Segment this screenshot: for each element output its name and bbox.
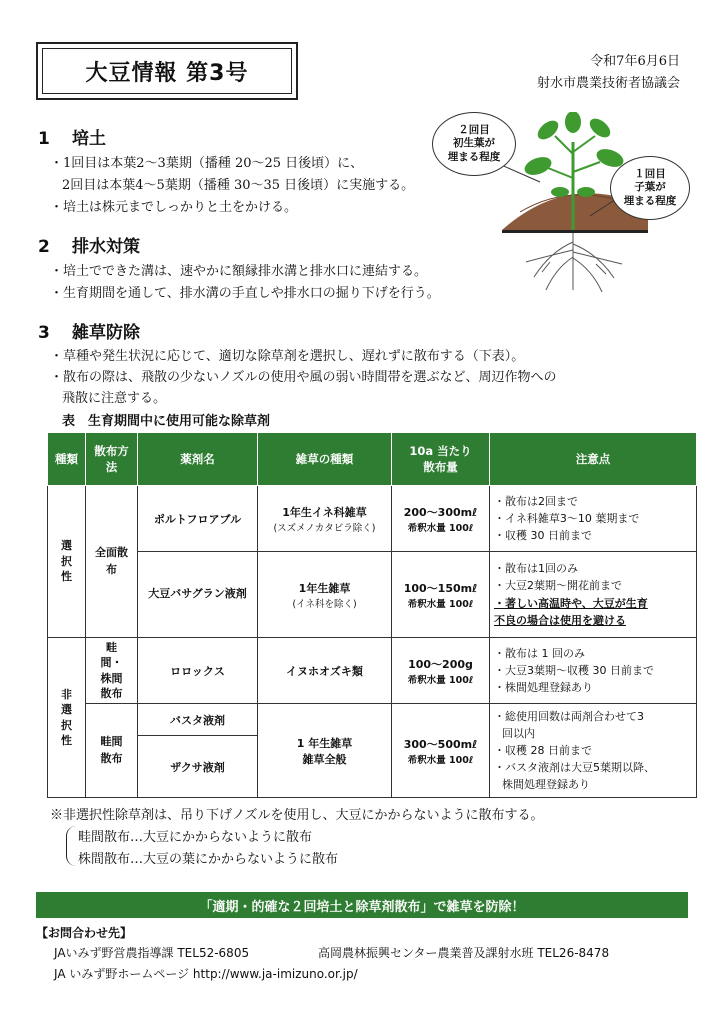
section-title: 培土 [72,129,106,149]
contact-heading: 【お問合わせ先】 [36,926,133,940]
weed-type [258,486,392,552]
table-row [48,704,697,736]
header-amount-2: 散布量 [423,460,458,474]
header-notes: 注意点 [490,433,697,486]
amount-main: 100～150mℓ [403,581,478,595]
notes [490,638,697,704]
amount [392,486,490,552]
note-line: 回以内 [502,726,535,740]
bubble-2-text-2: 埋まる程度 [447,150,501,163]
section-2-line-2: ・生育期間を通して、排水溝の手直しや排水口の掘り下げを行う。 [50,286,440,301]
bubble-2-label: ２回目 [458,124,490,137]
amount-sub: 希釈水量 100ℓ [407,522,474,534]
table-row [48,638,697,704]
contact-web-link[interactable]: JA いみず野ホームページ http://www.ja-imizuno.or.jp/ [54,967,358,981]
note-line: ・散布は2回まで [494,494,578,508]
amount-main: 100～200g [408,657,473,671]
footnote-sub-1: 畦間散布…大豆にかからないように散布 [78,830,313,845]
contact-pref: 高岡農林振興センター農業普及課射水班 TEL26-8478 [318,946,610,960]
notes [490,552,697,638]
page-title: 大豆情報 第3号 [42,48,292,94]
footnote-main: ※非選択性除草剤は、吊り下げノズルを使用し、大豆にかからないように散布する。 [50,808,544,823]
section-3-line-3: 飛散に注意する。 [62,391,167,406]
drug-name: バスタ液剤 [138,704,258,736]
title-box [36,42,298,100]
weed-main: 1 年生雑草 [296,736,353,750]
amount [392,704,490,798]
section-number: 2 [38,237,50,257]
weed-sub: (スズメノカタビラ除く) [273,522,376,534]
weed-type [258,552,392,638]
section-number: 3 [38,323,50,343]
table-caption: 表 生育期間中に使用可能な除草剤 [62,414,271,429]
drug-name: ポルトフロアブル [138,486,258,552]
note-warning: 不良の場合は使用を避ける [494,613,626,627]
slogan-banner: 「適期・的確な２回培土と除草剤散布」で雑草を防除！ [36,892,688,918]
amount-sub: 希釈水量 100ℓ [407,754,474,766]
note-line: ・イネ科雑草3～10 葉期まで [494,511,640,525]
footnote-bracket [66,826,77,866]
drug-name: ロロックス [138,638,258,704]
amount [392,638,490,704]
note-line: ・収穫 28 日前まで [494,743,592,757]
contact-ja: JAいみず野営農指導課 TEL52-6805 [54,946,250,960]
note-line: ・総使用回数は両剤合わせて3 [494,709,644,723]
method-full: 全面散布 [86,486,138,638]
amount-sub: 希釈水量 100ℓ [407,674,474,686]
section-1-line-3: ・培土は株元までしっかりと土をかける。 [50,200,298,215]
section-2-line-1: ・培土でできた溝は、速やかに額縁排水溝と排水口に連結する。 [50,264,428,279]
note-line: ・収穫 30 日前まで [494,529,592,543]
group-selective: 選択性 [48,486,86,638]
note-line: ・株間処理登録あり [494,681,593,695]
amount-sub: 希釈水量 100ℓ [407,598,474,610]
section-number: 1 [38,129,50,149]
amount-main: 300～500mℓ [403,737,478,751]
table-header-row [48,433,697,486]
header-weed: 雑草の種類 [258,433,392,486]
section-3-line-1: ・草種や発生状況に応じて、適切な除草剤を選択し、遅れずに散布する（下表）。 [50,349,525,364]
group-nonselective: 非選択性 [48,638,86,798]
section-1-line-1: ・1回目は本葉2～3葉期（播種 20～25 日後頃）に、 [50,156,364,171]
table-row [48,486,697,552]
header-type: 種類 [48,433,86,486]
section-3-line-2: ・散布の際は、飛散の少ないノズルの使用や風の弱い時間帯を選ぶなど、周辺作物への [50,370,557,385]
method-between-rows-plants: 畦間・株間散布 [86,638,138,704]
table-row [48,552,697,638]
note-line: ・バスタ液剤は大豆5葉期以降、 [494,761,655,775]
header-amount-1: 10a 当たり [409,444,472,458]
amount-main: 200～300mℓ [403,505,478,519]
note-line: 株間処理登録あり [502,778,590,792]
section-1-line-2: 2回目は本葉4～5葉期（播種 30～35 日後頃）に実施する。 [62,178,415,193]
header-name: 薬剤名 [138,433,258,486]
note-line: ・散布は1回のみ [494,562,578,576]
first-hilling-bubble [610,156,690,220]
method-between-rows: 畦間散布 [86,704,138,798]
section-3-heading [38,318,140,343]
header-method: 散布方法 [86,433,138,486]
issue-date: 令和7年6月6日 [590,54,680,69]
section-title: 雑草防除 [72,323,140,343]
bubble-2-text-1: 初生葉が [453,137,495,150]
note-line: ・大豆3葉期～収穫 30 日前まで [494,663,654,677]
footnote-sub-2: 株間散布…大豆の葉にかからないように散布 [78,852,339,867]
weed-main: 1年生雑草 [298,581,351,595]
notes [490,486,697,552]
drug-name: ザクサ液剤 [138,736,258,798]
drug-name: 大豆バサグラン液剤 [138,552,258,638]
note-line: ・散布は 1 回のみ [494,646,585,660]
issuing-organization: 射水市農業技術者協議会 [536,76,680,91]
weed-sub: (イネ科を除く) [292,598,357,610]
amount [392,552,490,638]
bubble-1-text-1: 子葉が [634,181,666,194]
note-line: ・大豆2葉期～開花前まで [494,579,622,593]
section-1-heading [38,124,106,149]
header-amount [392,433,490,486]
bubble-1-text-2: 埋まる程度 [623,194,677,207]
weed-type: イヌホオズキ類 [258,638,392,704]
herbicide-table [47,432,697,798]
weed-type [258,704,392,798]
note-warning: ・著しい高温時や、大豆が生育 [494,596,648,610]
section-2-heading [38,232,140,257]
weed-sub: 雑草全般 [302,752,347,766]
weed-main: 1年生イネ科雑草 [282,505,367,519]
soybean-hilling-illustration [430,112,690,302]
notes [490,704,697,798]
bubble-1-label: １回目 [634,168,666,181]
section-title: 排水対策 [72,237,140,257]
second-hilling-bubble [432,112,516,176]
